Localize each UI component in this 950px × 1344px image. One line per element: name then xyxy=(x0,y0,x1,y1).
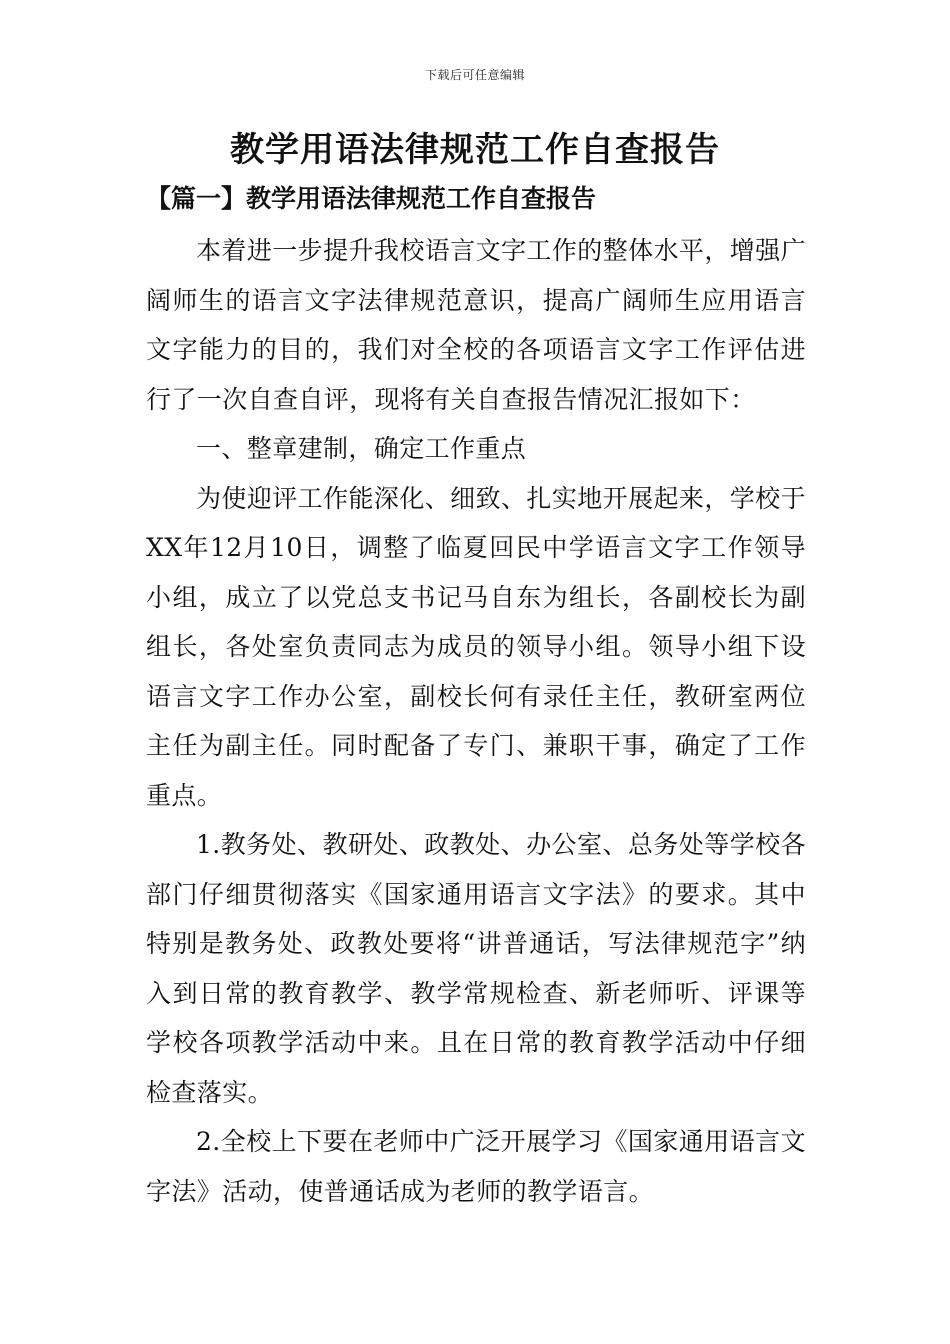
paragraph-leadership: 为使迎评工作能深化、细致、扎实地开展起来，学校于XX年12月10日，调整了临夏回民中学语言文字工作领导小组，成立了以党总支书记马自东为组长，各副校长为副组长，各处室负责同志为成员的领导小组。领导小组下设语言文字工作办公室，副校长何有录任主任，教研室两位主任为副主任。同时配备了专门、兼职干事，确定了工作重点。 xyxy=(146,483,806,810)
paragraph-heading-1: 一、整章建制，确定工作重点 xyxy=(196,434,527,463)
document-body xyxy=(146,226,806,1216)
paragraph-item-1: 1.教务处、教研处、政教处、办公室、总务处等学校各部门仔细贯彻落实《国家通用语言文字法》的要求。其中特别是教务处、政教处要将“讲普通话，写法律规范字”纳入到日常的教育教学、教学常规检查、新老师听、评课等学校各项教学活动中来。且在日常的教育教学活动中仔细检查落实。 xyxy=(146,830,806,1107)
paragraph-item-2: 2.全校上下要在老师中广泛开展学习《国家通用语言文字法》活动，使普通话成为老师的教学语言。 xyxy=(146,1127,806,1206)
document-title: 教学用语法律规范工作自查报告 xyxy=(230,130,720,170)
header-note: 下载后可任意编辑 xyxy=(424,68,525,82)
paragraph-intro: 本着进一步提升我校语言文字工作的整体水平，增强广阔师生的语言文字法律规范意识，提高广阔师生应用语言文字能力的目的，我们对全校的各项语言文字工作评估进行了一次自查自评，现将有关自查报告情况汇报如下： xyxy=(146,236,806,414)
section-title: 【篇一】教学用语法律规范工作自查报告 xyxy=(146,184,597,213)
